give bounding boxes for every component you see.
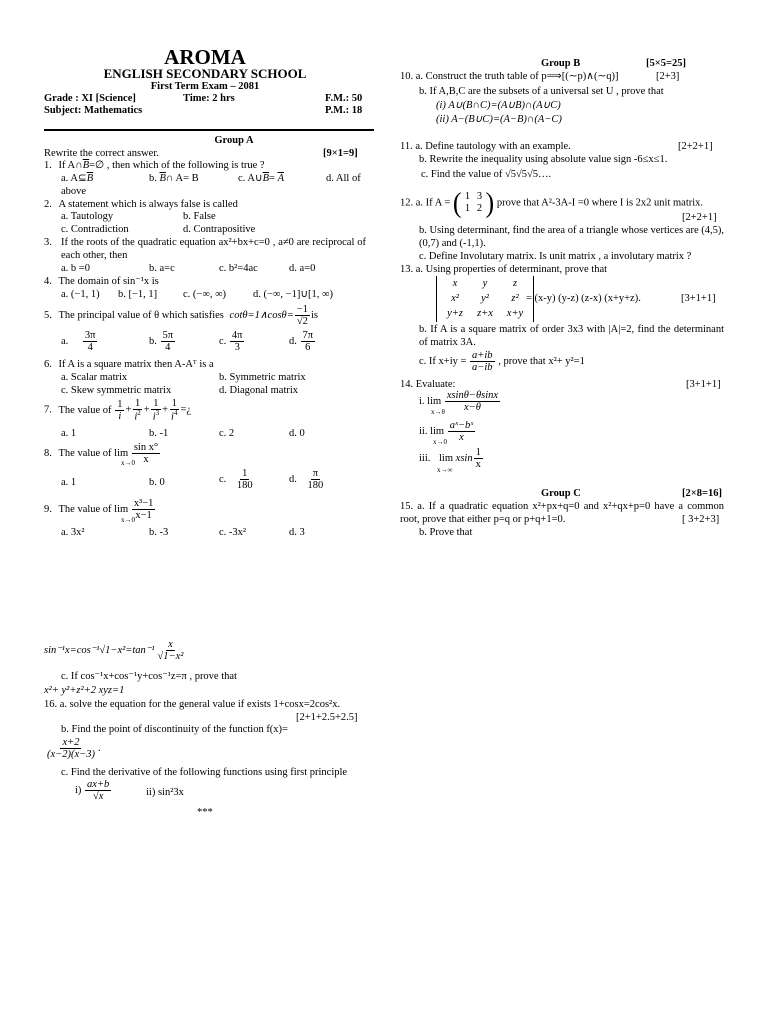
grade: Grade : XI [Science]: [44, 93, 136, 104]
exam-title: First Term Exam – 2081: [150, 81, 260, 92]
question-5: 5. The principal value of θ which satisfies cotθ=1∧cosθ= $\frac{-1}{√2}$ is: [44, 304, 318, 328]
q2-option-d: d. Contrapositive: [183, 224, 256, 235]
q13-equation: = (x-y) (y-z) (z-x) (x+y+z).: [526, 293, 641, 304]
pass-marks: P.M.: 18: [325, 105, 363, 116]
q9-option-a: a. 3x²: [61, 527, 85, 538]
time: Time: 2 hrs: [183, 93, 235, 104]
q14-iii: iii. lim xsin $\frac{1}{x}$: [419, 447, 481, 471]
q9-option-d: d. 3: [289, 527, 305, 538]
q8-limit-sub: x→0: [121, 459, 135, 467]
q10a: 10. a. Construct the truth table of p⟹[(∼p)∧(∼q)]: [400, 71, 619, 82]
q13c: c. If x+iy = $\frac{a+ib}{a-ib}$ , prove that x²+ y²=1: [419, 350, 585, 374]
q12b: b. Using determinant, find the area of a triangle whose vertices are (4,5), (0,7) and (-1,1).: [419, 225, 724, 250]
subject: Subject: Mathematics: [44, 105, 143, 116]
q16-marks: [2+1+2.5+2.5]: [296, 712, 358, 723]
q6-option-a: a. Scalar matrix: [61, 372, 128, 383]
q10a-marks: [2+3]: [656, 71, 680, 82]
school-subtitle: ENGLISH SECONDARY SCHOOL: [103, 66, 307, 81]
school-name: AROMA: [164, 45, 246, 69]
q14: 14. Evaluate:: [400, 379, 456, 390]
q13a: 13. a. Using properties of determinant, prove that: [400, 264, 608, 275]
q7-option-a: a. 1: [61, 428, 77, 439]
q8-option-b: b. 0: [149, 477, 165, 488]
question-2: 2. A statement which is always false is called: [44, 199, 238, 210]
q16b-function: $\frac{x+2}{(x-2)(x-3)}$ .: [47, 737, 101, 761]
q1-option-d: d. All of: [326, 173, 361, 184]
q14-i-sub: x→θ: [431, 408, 445, 416]
q8-option-d: d. $\frac{\pi}{180}$: [289, 468, 324, 492]
q8-option-c: c. $\frac{1}{180}$: [219, 468, 253, 492]
q4-option-b: b. [−1, 1]: [118, 289, 158, 300]
q15b: b. Prove that: [419, 527, 473, 538]
q2-option-a: a. Tautology: [61, 211, 114, 222]
q16c-i: i) $\frac{ax+b}{√x}$: [75, 779, 110, 803]
matrix-a: ( 1 3 1 2 ): [452, 186, 495, 219]
q5-option-d: d. $\frac{7\pi}{6}$: [289, 330, 314, 354]
question-1: [44, 159, 366, 172]
question-9: 9. The value of lim $\frac{\text{x³−1}}{x-1}$: [44, 498, 154, 522]
q16b: b. Find the point of discontinuity of the function f(x)=: [61, 724, 288, 735]
q15c: c. If cos⁻¹x+cos⁻¹y+cos⁻¹z=π , prove that: [61, 671, 237, 682]
q2-option-b: b. False: [183, 211, 216, 222]
q11a: 11. a. Define tautology with an example.: [400, 141, 571, 152]
q-text-2: =∅ , then which of the following is true ?: [89, 160, 265, 171]
group-b-marks: [5×5=25]: [646, 58, 686, 69]
q1-option-a: a. $A⊆\overline{B}$: [61, 173, 94, 184]
q1-option-b: b. $\overline{B}\cap$ A= B: [149, 173, 199, 184]
q3-option-d: d. a=0: [289, 263, 316, 274]
q15-marks: [ 3+2+3]: [682, 514, 720, 525]
question-6: 6. If A is a square matrix then A-Aᵀ is a: [44, 359, 214, 370]
q12-marks: [2+2+1]: [682, 212, 717, 223]
q14-i: i. lim $\frac{xsin\theta-\theta\sin x}{x-\theta}$: [419, 390, 499, 414]
q9-option-b: b. -3: [149, 527, 169, 538]
header-divider: [44, 129, 374, 131]
q9-limit-sub: x→0: [121, 516, 135, 524]
group-a-instruction: Rewrite the correct answer.: [44, 148, 159, 159]
q1-option-d-cont: above: [61, 186, 87, 197]
q10b-ii: (ii) A−(B∪C)=(A−B)∩(A−C): [436, 114, 562, 125]
b-bar: $\overline{B}$: [82, 160, 90, 171]
q3-num: 3.: [44, 237, 52, 248]
q16c: c. Find the derivative of the following functions using first principle: [61, 767, 348, 778]
end-mark: ***: [197, 807, 213, 818]
q13b: b. If A is a square matrix of order 3x3 with |A|=2, find the determinant of matrix 3A.: [419, 324, 724, 349]
q14-iii-sub: x→∞: [437, 466, 453, 474]
q6-option-c: c. Skew symmetric matrix: [61, 385, 172, 396]
q4-option-a: a. (−1, 1): [61, 289, 100, 300]
q14-ii: ii. lim $\frac{\text{aˣ−bˣ}}{x}$: [419, 420, 474, 444]
q6-option-d: d. Diagonal matrix: [219, 385, 299, 396]
q3-option-b: b. a=c: [149, 263, 175, 274]
q15c-result: x²+ y²+z²+2 xyz=1: [44, 685, 125, 696]
q5-option-b: b. $\frac{5\pi}{4}$: [149, 330, 174, 354]
question-8: 8. The value of lim $\frac{\text{sin x°}}{x}$: [44, 442, 159, 466]
q-num: 1.: [44, 160, 52, 171]
q5-option-c: c. $\frac{4\pi}{3}$: [219, 330, 243, 354]
q4-option-d: d. (−∞, −1]∪[1, ∞): [253, 289, 333, 300]
group-a-marks: [9×1=9]: [323, 148, 358, 159]
q5-option-a: a. $\frac{3\pi}{4}$: [61, 330, 96, 354]
question-4: 4. The domain of sin⁻¹x is: [44, 276, 159, 287]
q6-option-b: b. Symmetric matrix: [219, 372, 306, 383]
q-text: If A∩: [58, 160, 83, 171]
q10b-i: (i) A∪(B∩C)=(A∪B)∩(A∪C): [436, 100, 561, 111]
q7-option-b: b. -1: [149, 428, 169, 439]
q13-marks: [3+1+1]: [681, 293, 716, 304]
q7-option-c: c. 2: [219, 428, 235, 439]
q11-marks: [2+2+1]: [678, 141, 713, 152]
q9-option-c: c. -3x²: [219, 527, 247, 538]
q16c-ii: ii) sin²3x: [146, 787, 184, 798]
q3-option-a: a. b =0: [61, 263, 90, 274]
question-3: If the roots of the quadratic equation ax²+bx+c=0 , a≠0 are reciprocal of each other, then: [61, 237, 366, 262]
q15a: 15. a. If a quadratic equation x²+px+q=0 and x²+qx+p=0 have a common root, prove that either p=q or p+q+1=0.: [400, 501, 724, 526]
q14-marks: [3+1+1]: [686, 379, 721, 390]
group-a-title: Group A: [214, 135, 254, 146]
q1-option-c: c. $A\cup\overline{B}= \overline{A}$: [238, 173, 284, 184]
q11b: b. Rewrite the inequality using absolute value sign -6≤x≤1.: [419, 154, 668, 165]
q10b: b. If A,B,C are the subsets of a universal set U , prove that: [419, 86, 664, 97]
q2-option-c: c. Contradiction: [61, 224, 129, 235]
q12a: 12. a. If A = ( 1 3 1 2 ) prove that A²-3A-I =0 where I is 2x2 unit matrix.: [400, 186, 704, 219]
q3-option-c: c. b²=4ac: [219, 263, 258, 274]
group-b-title: Group B: [541, 58, 581, 69]
group-c-title: Group C: [541, 488, 581, 499]
q13-determinant: x y z x² y² z² y+z z+x x+y: [436, 276, 534, 322]
group-c-marks: [2×8=16]: [682, 488, 722, 499]
q8-option-a: a. 1: [61, 477, 77, 488]
full-marks: F.M.: 50: [325, 93, 363, 104]
q16a: 16. a. solve the equation for the general value if exists 1+cosx=2cos²x.: [44, 699, 341, 710]
identity-equation: sin⁻¹x=cos⁻¹√1−x²=tan⁻¹ $\frac{x}{\text{√1−x²}}$: [44, 639, 184, 663]
q4-option-c: c. (−∞, ∞): [183, 289, 227, 300]
question-7: 7. The value of $\frac{1}{i}$ + $\frac{1}{i^2}$ + $\frac{1}{i^3}$ + $\frac{1}{i^4}$ =¿: [44, 398, 192, 423]
q11c: c. Find the value of √5√5√5….: [421, 169, 552, 180]
q7-option-d: d. 0: [289, 428, 305, 439]
q12c: c. Define Involutary matrix. Is unit matrix , a involutary matrix ?: [419, 251, 692, 262]
q14-ii-sub: x→0: [433, 438, 447, 446]
